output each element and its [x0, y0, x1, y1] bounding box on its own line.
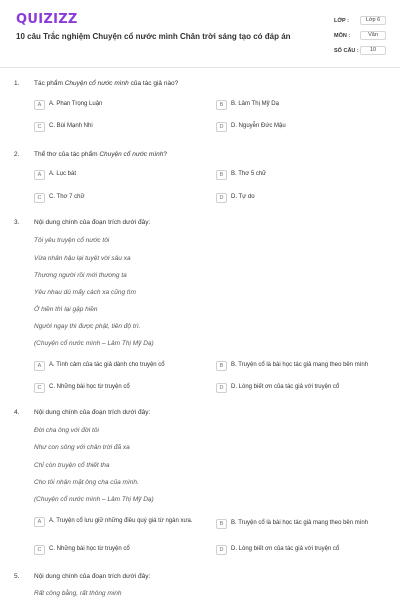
option-a[interactable]: A A. Lục bát	[34, 170, 76, 180]
option-b[interactable]: B B. Truyện cổ là bài học tác giả mang theo bên mình	[216, 361, 368, 371]
question-count-label: SỐ CÂU :	[334, 48, 359, 54]
passage-line: Ở hiền thì lại gặp hiền	[34, 306, 98, 313]
passage-line: Đời cha ông với đời tôi	[34, 427, 99, 434]
passage-line: Như con sông với chân trời đã xa	[34, 444, 130, 451]
question-number: 5.	[14, 573, 20, 580]
question-count-value: 10	[360, 46, 386, 55]
page-header	[0, 0, 400, 72]
subject-label: MÔN :	[334, 33, 351, 39]
question-text: Nội dung chính của đoạn trích dưới đây:	[34, 573, 151, 580]
subject-value: Văn	[360, 31, 386, 40]
option-a[interactable]: A A. Truyện cổ lưu giữ những điều quý giá từ ngàn xưa.	[34, 517, 199, 527]
option-b[interactable]: B B. Lâm Thị Mỹ Dạ	[216, 100, 279, 110]
passage-line: Cho tôi nhận mặt ông cha của mình.	[34, 479, 139, 486]
passage-line: Tôi yêu truyện cổ nước tôi	[34, 237, 110, 244]
document-title: 10 câu Trắc nghiệm Chuyện cổ nước mình Chân trời sáng tạo có đáp án	[16, 32, 291, 41]
passage-source: (Chuyện cổ nước mình – Lâm Thị Mỹ Dạ)	[34, 496, 154, 503]
passage-source: (Chuyện cổ nước mình – Lâm Thị Mỹ Dạ)	[34, 340, 154, 347]
question-text: Thể thơ của tác phẩm Chuyện cổ nước mình?	[34, 151, 168, 158]
passage-line: Rất công bằng, rất thông minh	[34, 590, 122, 597]
passage-line: Chỉ còn truyện cổ thiết tha	[34, 462, 110, 469]
question-text: Tác phẩm Chuyện cổ nước mình của tác giả nào?	[34, 80, 179, 87]
option-c[interactable]: C C. Những bài học từ truyện cổ	[34, 545, 130, 555]
option-c[interactable]: C C. Những bài học từ truyện cổ	[34, 383, 130, 393]
option-a[interactable]: A A. Phan Trọng Luận	[34, 100, 102, 110]
question-text: Nội dung chính của đoạn trích dưới đây:	[34, 409, 151, 416]
option-c[interactable]: C C. Thơ 7 chữ	[34, 193, 85, 203]
header-divider	[0, 67, 400, 68]
passage-line: Vừa nhân hậu lại tuyệt vời sâu xa	[34, 255, 131, 262]
passage-line: Yêu nhau dù mấy cách xa cũng tìm	[34, 289, 136, 296]
option-b[interactable]: B B. Truyện cổ là bài học tác giả mang theo bên mình	[216, 519, 368, 529]
question-text: Nội dung chính của đoạn trích dưới đây:	[34, 219, 151, 226]
option-d[interactable]: D D. Lòng biết ơn của tác giả với truyện cổ	[216, 545, 339, 555]
option-c[interactable]: C C. Bùi Mạnh Nhi	[34, 122, 93, 132]
option-d[interactable]: D D. Tự do	[216, 193, 255, 203]
option-d[interactable]: D D. Nguyễn Đức Mậu	[216, 122, 286, 132]
passage-line: Thương người rồi mới thương ta	[34, 272, 127, 279]
question-number: 3.	[14, 219, 20, 226]
grade-value: Lớp 6	[360, 16, 386, 25]
question-number: 1.	[14, 80, 20, 87]
question-number: 4.	[14, 409, 20, 416]
option-a[interactable]: A A. Tình cảm của tác giả dành cho truyện cổ	[34, 361, 165, 371]
grade-label: LỚP :	[334, 18, 349, 24]
question-number: 2.	[14, 151, 20, 158]
option-d[interactable]: D D. Lòng biết ơn của tác giả với truyện cổ	[216, 383, 339, 393]
option-b[interactable]: B B. Thơ 5 chữ	[216, 170, 266, 180]
quizizz-logo[interactable]: QUIZIZZ	[16, 12, 78, 27]
passage-line: Người ngay thì được phật, tiên độ trì.	[34, 323, 141, 330]
